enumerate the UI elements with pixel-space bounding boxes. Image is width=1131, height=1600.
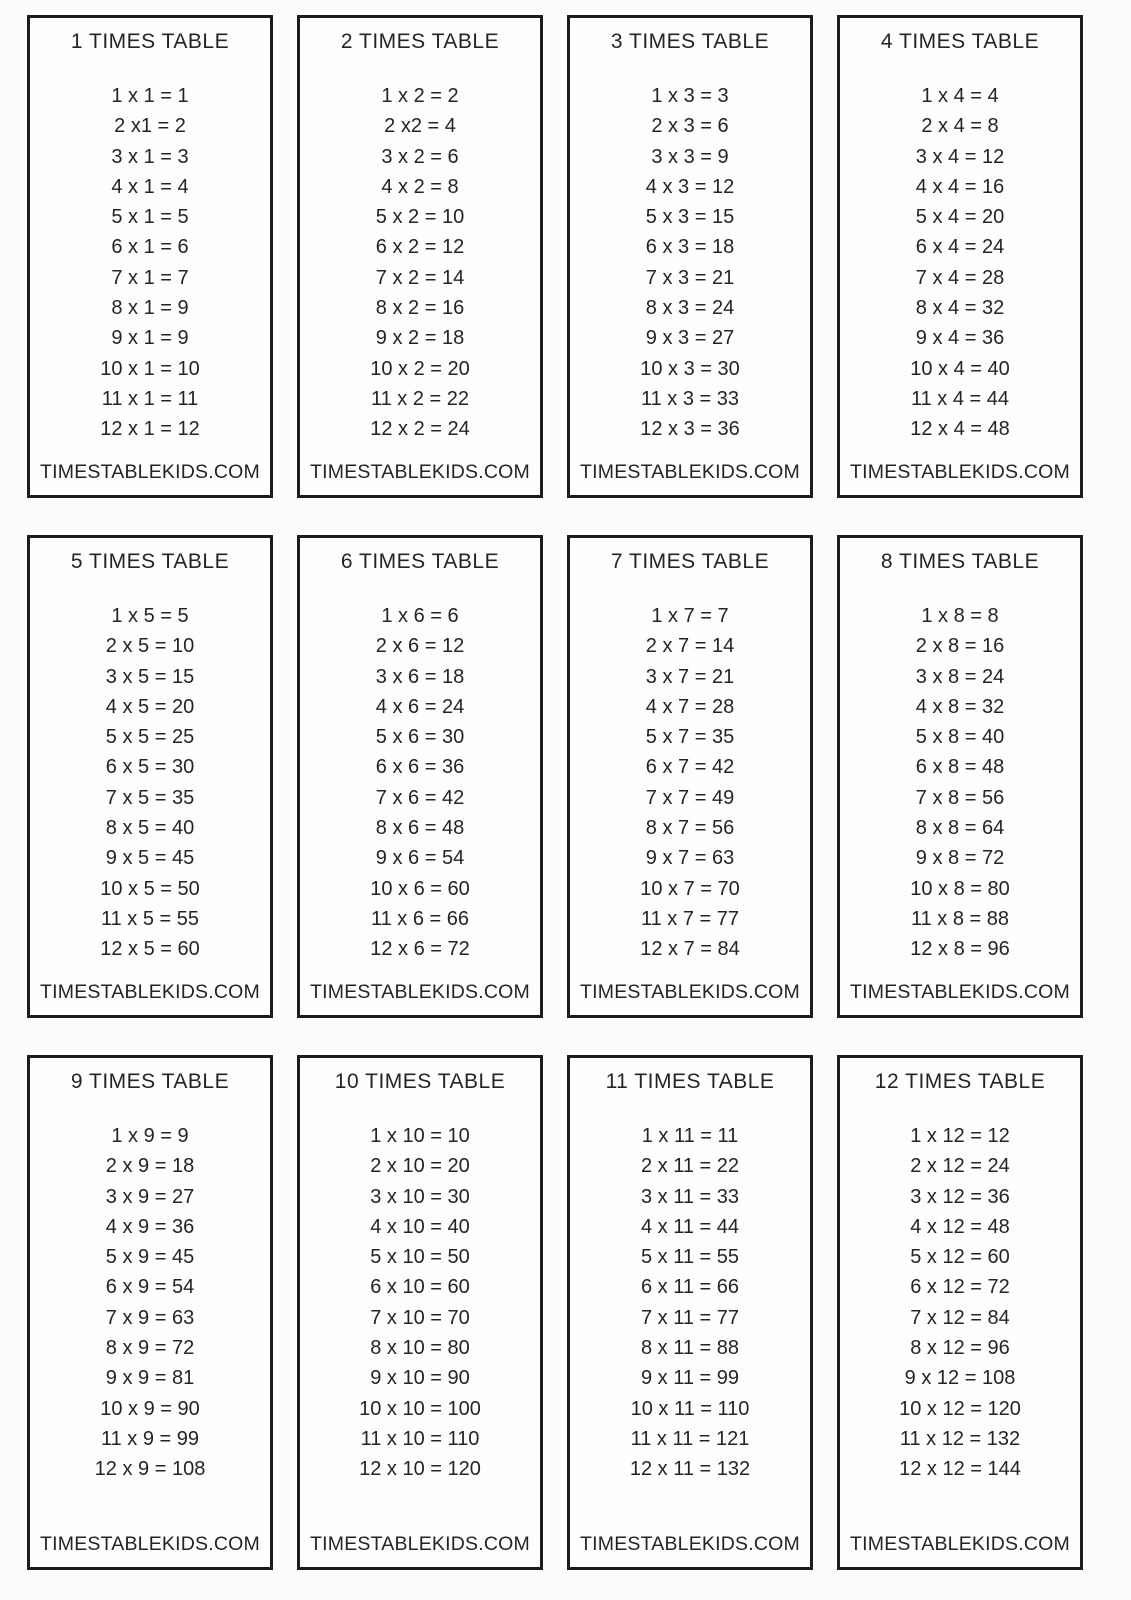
times-table-card-11 [567,1055,813,1570]
equation-row: 5 x 9 = 45 [105,1246,195,1269]
equation-row: 4 x 1 = 4 [111,175,189,198]
equation-row: 12 x 1 = 12 [100,418,200,441]
equation-row: 7 x 6 = 42 [375,786,465,809]
equation-list [840,601,1080,965]
equation-row: 10 x 11 = 110 [630,1397,750,1420]
equation-row: 5 x 2 = 10 [375,206,465,229]
equation-row: 8 x 1 = 9 [111,297,189,320]
equation-row: 3 x 12 = 36 [910,1185,1010,1208]
card-title: 10 TIMES TABLE [334,1070,506,1093]
equation-row: 3 x 4 = 12 [915,145,1005,168]
equation-row: 6 x 10 = 60 [370,1276,470,1299]
equation-row: 5 x 8 = 40 [915,726,1005,749]
equation-row: 1 x 12 = 12 [910,1125,1010,1147]
equation-row: 9 x 4 = 36 [915,327,1005,350]
equation-row: 11 x 1 = 11 [101,387,199,410]
card-footer-url: TIMESTABLEKIDS.COM [310,461,530,483]
equation-row: 11 x 5 = 55 [100,907,200,930]
card-title: 12 TIMES TABLE [874,1070,1046,1093]
equation-row: 4 x 3 = 12 [645,175,735,198]
times-table-card-1 [27,15,273,498]
equation-row: 6 x 12 = 72 [910,1276,1010,1299]
card-footer-url: TIMESTABLEKIDS.COM [310,1533,530,1555]
times-table-card-7 [567,535,813,1018]
equation-row: 8 x 4 = 32 [915,297,1005,320]
equation-row: 2 x 9 = 18 [105,1155,195,1178]
equation-row: 11 x 8 = 88 [910,907,1010,930]
equation-row: 8 x 3 = 24 [645,297,735,320]
equation-row: 7 x 7 = 49 [645,786,735,809]
card-footer-url: TIMESTABLEKIDS.COM [580,981,800,1003]
equation-row: 2 x 11 = 22 [640,1155,740,1178]
equation-row: 3 x 3 = 9 [651,145,729,168]
equation-row: 10 x 9 = 90 [100,1397,200,1420]
equation-row: 4 x 4 = 16 [915,175,1005,198]
equation-list [840,1121,1080,1485]
equation-row: 7 x 10 = 70 [370,1306,470,1329]
equation-row: 7 x 3 = 21 [645,266,735,289]
equation-row: 12 x 9 = 108 [94,1458,206,1481]
equation-row: 4 x 7 = 28 [645,695,735,718]
equation-row: 8 x 12 = 96 [910,1337,1010,1360]
equation-row: 8 x 7 = 56 [645,817,735,840]
equation-list [570,601,810,965]
equation-row: 6 x 6 = 36 [375,756,465,779]
equation-row: 12 x 10 = 120 [359,1458,481,1481]
equation-row: 5 x 5 = 25 [105,726,195,749]
equation-row: 6 x 1 = 6 [111,236,189,259]
times-table-card-8 [837,535,1083,1018]
equation-row: 9 x 1 = 9 [111,327,189,350]
equation-row: 3 x 10 = 30 [370,1185,470,1208]
equation-row: 2 x 4 = 8 [921,115,999,138]
equation-row: 4 x 11 = 44 [640,1215,740,1238]
equation-row: 9 x 8 = 72 [915,847,1005,870]
equation-row: 8 x 2 = 16 [375,297,465,320]
equation-row: 2 x 8 = 16 [915,635,1005,658]
equation-row: 2 x 6 = 12 [375,635,465,658]
equation-row: 6 x 8 = 48 [915,756,1005,779]
equation-row: 12 x 8 = 96 [910,938,1010,961]
equation-row: 1 x 6 = 6 [381,605,459,627]
card-footer-url: TIMESTABLEKIDS.COM [40,461,260,483]
equation-row: 1 x 5 = 5 [111,605,189,627]
equation-row: 10 x 3 = 30 [640,357,740,380]
equation-row: 8 x 11 = 88 [640,1337,740,1360]
equation-row: 9 x 5 = 45 [105,847,195,870]
equation-row: 3 x 8 = 24 [915,665,1005,688]
equation-row: 9 x 7 = 63 [645,847,735,870]
equation-row: 2 x 12 = 24 [910,1155,1010,1178]
equation-list [300,601,540,965]
equation-row: 5 x 7 = 35 [645,726,735,749]
equation-row: 11 x 12 = 132 [899,1427,1021,1450]
equation-row: 7 x 12 = 84 [910,1306,1010,1329]
equation-row: 8 x 5 = 40 [105,817,195,840]
equation-row: 7 x 11 = 77 [640,1306,740,1329]
equation-row: 12 x 7 = 84 [640,938,740,961]
card-title: 5 TIMES TABLE [70,550,230,573]
equation-row: 7 x 8 = 56 [915,786,1005,809]
equation-row: 10 x 6 = 60 [370,877,470,900]
equation-row: 12 x 12 = 144 [899,1458,1021,1481]
equation-row: 3 x 7 = 21 [645,665,735,688]
equation-row: 11 x 11 = 121 [630,1427,750,1450]
equation-row: 6 x 7 = 42 [645,756,735,779]
card-footer-url: TIMESTABLEKIDS.COM [850,981,1070,1003]
equation-row: 5 x 3 = 15 [645,206,735,229]
times-table-card-2 [297,15,543,498]
equation-row: 10 x 7 = 70 [640,877,740,900]
equation-row: 10 x 1 = 10 [100,357,200,380]
equation-row: 12 x 2 = 24 [370,418,470,441]
equation-row: 9 x 2 = 18 [375,327,465,350]
equation-row: 11 x 6 = 66 [370,907,470,930]
equation-row: 11 x 3 = 33 [640,387,740,410]
equation-row: 7 x 9 = 63 [105,1306,195,1329]
equation-row: 8 x 8 = 64 [915,817,1005,840]
times-table-card-10 [297,1055,543,1570]
equation-list [570,81,810,445]
equation-row: 9 x 10 = 90 [370,1367,470,1390]
equation-row: 10 x 4 = 40 [910,357,1010,380]
equation-row: 5 x 10 = 50 [370,1246,470,1269]
equation-row: 8 x 9 = 72 [105,1337,195,1360]
equation-row: 8 x 10 = 80 [370,1337,470,1360]
equation-row: 11 x 10 = 110 [360,1427,480,1450]
equation-row: 4 x 6 = 24 [375,695,465,718]
equation-row: 11 x 7 = 77 [640,907,740,930]
equation-row: 12 x 3 = 36 [640,418,740,441]
equation-row: 3 x 6 = 18 [375,665,465,688]
equation-row: 3 x 9 = 27 [105,1185,195,1208]
equation-row: 6 x 9 = 54 [105,1276,195,1299]
equation-row: 1 x 9 = 9 [111,1125,189,1147]
equation-row: 5 x 6 = 30 [375,726,465,749]
equation-row: 1 x 4 = 4 [921,85,999,107]
equation-row: 5 x 1 = 5 [111,206,189,229]
equation-row: 10 x 10 = 100 [359,1397,481,1420]
card-title: 11 TIMES TABLE [605,1070,775,1093]
equation-list [30,1121,270,1485]
equation-row: 9 x 9 = 81 [105,1367,195,1390]
equation-row: 5 x 12 = 60 [910,1246,1010,1269]
card-title: 4 TIMES TABLE [880,30,1040,53]
card-footer-url: TIMESTABLEKIDS.COM [40,981,260,1003]
equation-row: 5 x 11 = 55 [640,1246,740,1269]
equation-row: 9 x 12 = 108 [904,1367,1016,1390]
equation-row: 1 x 1 = 1 [111,85,189,107]
equation-row: 3 x 2 = 6 [381,145,459,168]
equation-row: 2 x 5 = 10 [105,635,195,658]
equation-row: 12 x 5 = 60 [100,938,200,961]
times-table-card-12 [837,1055,1083,1570]
equation-row: 4 x 2 = 8 [381,175,459,198]
equation-row: 3 x 11 = 33 [640,1185,740,1208]
equation-row: 1 x 8 = 8 [921,605,999,627]
card-title: 7 TIMES TABLE [610,550,770,573]
equation-row: 3 x 5 = 15 [105,665,195,688]
equation-row: 9 x 11 = 99 [640,1367,740,1390]
equation-list [840,81,1080,445]
equation-row: 1 x 2 = 2 [381,85,459,107]
card-title: 6 TIMES TABLE [340,550,500,573]
equation-row: 9 x 6 = 54 [375,847,465,870]
equation-row: 5 x 4 = 20 [915,206,1005,229]
equation-row: 8 x 6 = 48 [375,817,465,840]
equation-row: 6 x 3 = 18 [645,236,735,259]
equation-row: 10 x 5 = 50 [100,877,200,900]
equation-row: 10 x 8 = 80 [910,877,1010,900]
equation-row: 4 x 8 = 32 [915,695,1005,718]
times-table-card-6 [297,535,543,1018]
equation-row: 1 x 3 = 3 [651,85,729,107]
equation-row: 12 x 11 = 132 [629,1458,751,1481]
equation-row: 4 x 9 = 36 [105,1215,195,1238]
equation-row: 12 x 4 = 48 [910,418,1010,441]
equation-row: 11 x 4 = 44 [910,387,1010,410]
equation-row: 12 x 6 = 72 [370,938,470,961]
card-footer-url: TIMESTABLEKIDS.COM [850,461,1070,483]
equation-list [30,81,270,445]
equation-row: 3 x 1 = 3 [111,145,189,168]
equation-row: 2 x 7 = 14 [645,635,735,658]
times-table-card-9 [27,1055,273,1570]
equation-row: 9 x 3 = 27 [645,327,735,350]
card-footer-url: TIMESTABLEKIDS.COM [580,461,800,483]
equation-list [570,1121,810,1485]
equation-row: 7 x 2 = 14 [375,266,465,289]
equation-row: 1 x 11 = 11 [641,1125,739,1147]
equation-list [30,601,270,965]
equation-row: 4 x 12 = 48 [910,1215,1010,1238]
card-title: 9 TIMES TABLE [70,1070,230,1093]
equation-row: 6 x 2 = 12 [375,236,465,259]
equation-row: 7 x 1 = 7 [111,266,189,289]
equation-row: 1 x 10 = 10 [370,1125,470,1147]
equation-list [300,1121,540,1485]
equation-row: 6 x 5 = 30 [105,756,195,779]
equation-row: 6 x 11 = 66 [640,1276,740,1299]
card-footer-url: TIMESTABLEKIDS.COM [850,1533,1070,1555]
equation-row: 10 x 12 = 120 [899,1397,1021,1420]
equation-row: 11 x 2 = 22 [370,387,470,410]
card-footer-url: TIMESTABLEKIDS.COM [580,1533,800,1555]
times-table-card-4 [837,15,1083,498]
equation-row: 2 x2 = 4 [384,115,456,138]
card-title: 1 TIMES TABLE [70,30,230,53]
times-table-card-3 [567,15,813,498]
equation-row: 1 x 7 = 7 [651,605,729,627]
equation-row: 4 x 10 = 40 [370,1215,470,1238]
card-footer-url: TIMESTABLEKIDS.COM [40,1533,260,1555]
equation-row: 7 x 4 = 28 [915,266,1005,289]
equation-row: 10 x 2 = 20 [370,357,470,380]
times-table-card-5 [27,535,273,1018]
card-title: 3 TIMES TABLE [610,30,770,53]
equation-row: 6 x 4 = 24 [915,236,1005,259]
equation-list [300,81,540,445]
equation-row: 4 x 5 = 20 [105,695,195,718]
equation-row: 2 x 3 = 6 [651,115,729,138]
card-footer-url: TIMESTABLEKIDS.COM [310,981,530,1003]
equation-row: 2 x1 = 2 [114,115,186,138]
card-title: 2 TIMES TABLE [340,30,500,53]
equation-row: 2 x 10 = 20 [370,1155,470,1178]
equation-row: 7 x 5 = 35 [105,786,195,809]
equation-row: 11 x 9 = 99 [100,1427,200,1450]
card-title: 8 TIMES TABLE [880,550,1040,573]
